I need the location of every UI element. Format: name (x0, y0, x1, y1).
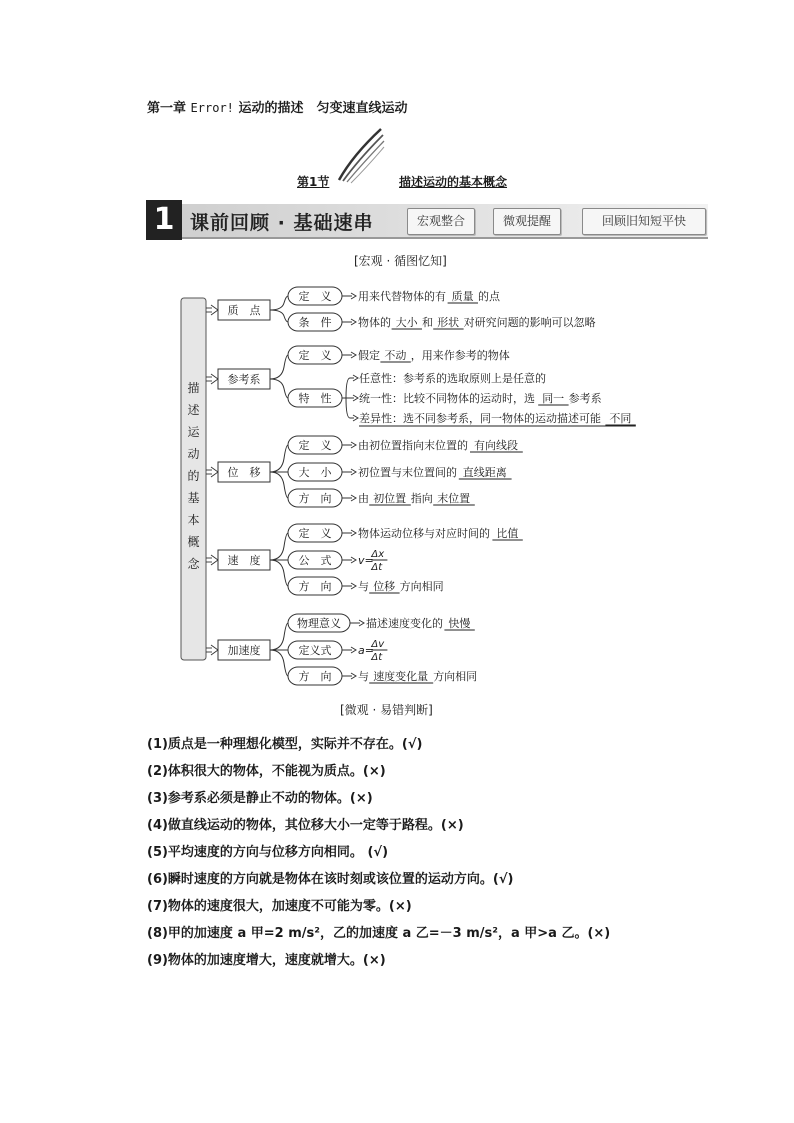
branch-3-bracket-top (270, 533, 288, 560)
branch-4-item-2-text-seg-0: 与 (358, 670, 369, 683)
branch-2-item-2-text-seg-3: 末位置 (437, 492, 471, 505)
branch-1-item-1-sub-1-seg-2: 参考系 (568, 392, 602, 405)
branch-0-bracket-top (270, 296, 288, 310)
branch-1-bracket-bottom (270, 379, 288, 398)
tab-review[interactable]: 回顾旧知短平快 (582, 208, 706, 235)
branch-0-bracket-bottom (270, 310, 288, 322)
root-char-0: 描 (187, 381, 200, 395)
branch-2-item-2-text-seg-0: 由 (358, 492, 369, 505)
branch-1-item-1-sub-2-seg-1: 不同 (609, 412, 632, 425)
branch-4-item-1-formula-num: Δv (371, 639, 385, 650)
branch-1-item-0-text-seg-0: 假定 (358, 349, 380, 362)
branch-3-item-2-text-seg-0: 与 (358, 580, 369, 593)
section-title: 描述运动的基本概念 (399, 175, 508, 189)
judgment-item-5: (5)平均速度的方向与位移方向相同。 (√) (147, 845, 389, 860)
root-char-4: 的 (187, 469, 200, 483)
branch-0-item-1-text-seg-4: 对研究问题的影响可以忽略 (463, 316, 596, 329)
section-number: 第1节 (297, 175, 330, 189)
branch-3-item-2-text-seg-1: 位移 (373, 580, 396, 593)
branch-4-item-0-label: 物理意义 (297, 617, 341, 630)
branch-1-item-1-label: 特 性 (298, 392, 332, 405)
branch-3-bracket-bottom (270, 560, 288, 586)
branch-1-item-1-sub-1-seg-1: 同一 (542, 392, 565, 405)
branch-2-item-0-label: 定 义 (298, 439, 332, 452)
chapter-rest: 运动的描述 匀变速直线运动 (238, 101, 408, 116)
branch-3-item-0-label: 定 义 (298, 527, 332, 540)
branch-4-item-1-formula-lhs: a= (358, 644, 374, 657)
branch-0-item-0-text-seg-2: 的点 (478, 290, 500, 303)
judgment-item-4: (4)做直线运动的物体，其位移大小一定等于路程。(×) (147, 818, 464, 833)
branch-4-item-2-text-seg-1: 速度变化量 (373, 670, 429, 683)
chapter-prefix: 第一章 (147, 101, 187, 116)
macro-heading: [宏观 · 循图忆知] (354, 254, 447, 268)
branch-2-connector-head (211, 467, 218, 477)
banner-title: 课前回顾 · 基础速串 (190, 212, 374, 234)
branch-0-connector-head (211, 305, 218, 315)
branch-2-item-0-text-seg-0: 由初位置指向末位置的 (358, 439, 468, 452)
branch-4-item-0-text-seg-1: 快慢 (448, 617, 471, 630)
branch-1-item-1-sub-1-seg-0: 统一性：比较不同物体的运动时，选 (359, 392, 535, 405)
branch-1-bracket-top (270, 355, 288, 379)
branch-3-connector-head (211, 555, 218, 565)
branch-3-item-0-text-seg-1: 比值 (496, 527, 519, 540)
branch-3-item-1-formula-lhs: v= (358, 554, 374, 567)
judgment-item-9: (9)物体的加速度增大，速度就增大。(×) (147, 953, 386, 968)
root-char-5: 基 (187, 491, 200, 505)
branch-3-item-1-formula-num: Δx (371, 549, 385, 560)
branch-4-item-2-text-seg-2: 方向相同 (433, 670, 478, 683)
branch-2-item-2-text-seg-2: 指向 (410, 492, 433, 505)
branch-3-item-0-text-seg-0: 物体运动位移与对应时间的 (358, 527, 490, 540)
banner-number: 1 (146, 200, 182, 240)
judgment-item-1: (1)质点是一种理想化模型，实际并不存在。(√) (147, 737, 423, 752)
branch-4-bracket-top (270, 623, 288, 650)
branch-0-item-0-text-seg-0: 用来代替物体的有 (358, 290, 446, 303)
branch-3-item-2-label: 方 向 (298, 580, 332, 593)
micro-heading: [微观 · 易错判断] (340, 703, 433, 717)
branch-0-item-1-text-seg-0: 物体的 (358, 316, 391, 329)
branch-1-item-0-text-seg-1: 不动 (384, 349, 407, 362)
branch-2-item-0-text-seg-1: 有向线段 (474, 439, 518, 452)
branch-1-item-1-sub-2-seg-0: 差异性：选不同参考系，同一物体的运动描述可能 (359, 412, 601, 425)
chapter-error: Error! (190, 101, 234, 115)
branch-2-item-1-label: 大 小 (298, 466, 332, 479)
branch-2-label: 位 移 (227, 466, 261, 479)
branch-0-item-1-label: 条 件 (298, 316, 332, 329)
branch-3-label: 速 度 (227, 554, 261, 567)
branch-4-item-1-label: 定义式 (298, 644, 332, 657)
tab-micro[interactable]: 微观提醒 (493, 208, 561, 235)
root-char-3: 动 (187, 447, 200, 461)
judgment-item-3: (3)参考系必须是静止不动的物体。(×) (147, 791, 373, 806)
branch-1-item-1-sub-0-seg-0: 任意性：参考系的选取原则上是任意的 (359, 372, 546, 385)
branch-4-label: 加速度 (227, 644, 261, 657)
judgment-item-7: (7)物体的速度很大，加速度不可能为零。(×) (147, 899, 412, 914)
branch-1-label: 参考系 (227, 373, 261, 386)
branch-1-item-0-label: 定 义 (298, 349, 332, 362)
branch-3-item-1-formula-den: Δt (371, 562, 383, 573)
branch-1-item-0-text-seg-2: ，用来作参考的物体 (410, 349, 510, 362)
branch-2-item-1-text-seg-0: 初位置与末位置间的 (358, 466, 457, 479)
branch-2-item-1-text-seg-1: 直线距离 (462, 466, 507, 479)
root-char-7: 概 (187, 535, 200, 549)
root-char-2: 运 (187, 425, 200, 439)
branch-2-item-2-label: 方 向 (298, 492, 332, 505)
branch-0-item-0-label: 定 义 (298, 290, 332, 303)
branch-3-item-2-text-seg-2: 方向相同 (399, 580, 444, 593)
tab-macro[interactable]: 宏观整合 (407, 208, 475, 235)
root-char-6: 本 (187, 513, 200, 527)
branch-4-item-1-formula-den: Δt (371, 652, 383, 663)
root-char-1: 述 (187, 403, 200, 417)
judgment-item-8: (8)甲的加速度 a 甲=2 m/s²，乙的加速度 a 乙=－3 m/s²，a 甲>a 乙。(×) (147, 926, 611, 941)
branch-2-bracket-top (270, 445, 288, 472)
judgment-item-2: (2)体积很大的物体，不能视为质点。(×) (147, 764, 386, 779)
branch-4-item-2-label: 方 向 (298, 670, 332, 683)
branch-4-connector-head (211, 645, 218, 655)
branch-2-bracket-bottom (270, 472, 288, 498)
branch-4-bracket-bottom (270, 650, 288, 676)
root-char-8: 念 (187, 557, 200, 571)
branch-0-item-1-text-seg-2: 和 (422, 316, 433, 329)
branch-0-item-1-text-seg-3: 形状 (437, 316, 460, 329)
branch-0-item-1-text-seg-1: 大小 (395, 316, 418, 329)
branch-0-item-0-text-seg-1: 质量 (451, 290, 474, 303)
branch-3-item-1-label: 公 式 (298, 554, 332, 567)
branch-0-label: 质 点 (227, 304, 261, 317)
judgment-item-6: (6)瞬时速度的方向就是物体在该时刻或该位置的运动方向。(√) (147, 872, 514, 887)
branch-4-item-0-text-seg-0: 描述速度变化的 (366, 617, 443, 630)
branch-2-item-2-text-seg-1: 初位置 (373, 492, 407, 505)
branch-1-connector-head (211, 374, 218, 384)
